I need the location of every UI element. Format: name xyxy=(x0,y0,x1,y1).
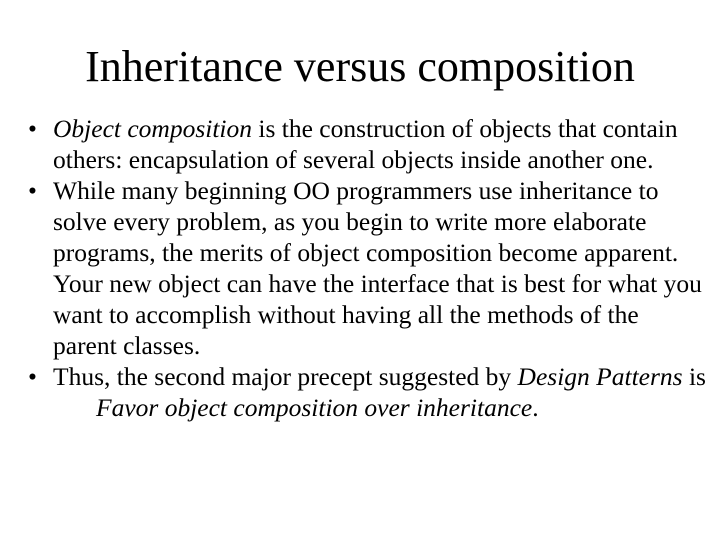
bullet-inheritance-vs-composition xyxy=(28,175,708,361)
precept-quote-text: Favor object composition over inheritance xyxy=(96,393,533,422)
bullet-design-patterns-precept xyxy=(28,361,708,423)
bullet-text: is the construction of objects that contain others: encapsulation of several objects inside another one. xyxy=(53,114,678,174)
bullet-dot-icon: • xyxy=(28,362,37,391)
term-object-composition: Object composition xyxy=(53,114,253,143)
bullet-dot-icon: • xyxy=(28,176,37,205)
book-title-design-patterns: Design Patterns xyxy=(517,362,683,391)
bullet-object-composition xyxy=(28,113,708,175)
bullet-text: Thus, the second major precept suggested by xyxy=(53,362,518,391)
bullet-text-tail: is xyxy=(682,362,706,391)
bullet-text: While many beginning OO programmers use inheritance to solve every problem, as you begin to write more elaborate programs, the merits of object composition become apparent. Your new object can have the interface that is best for what you want to accomplish without having all the methods of the parent classes. xyxy=(53,176,702,360)
bullet-list xyxy=(28,113,708,423)
bullet-dot-icon: • xyxy=(28,114,37,143)
precept-quote-period: . xyxy=(532,393,539,422)
precept-quote xyxy=(53,392,708,423)
slide-title: Inheritance versus composition xyxy=(85,42,635,91)
